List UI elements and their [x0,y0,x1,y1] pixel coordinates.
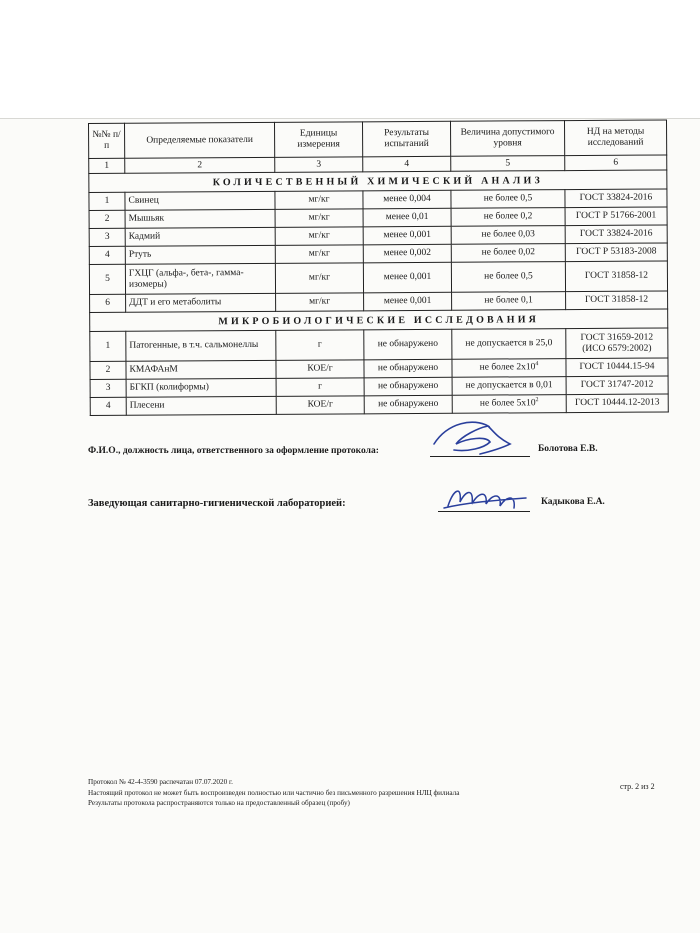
limit-cell: не более 0,1 [452,292,566,311]
unit-cell: г [276,330,364,361]
page-edge [0,118,700,119]
indicator-name: Мышьяк [125,209,275,228]
result-cell: менее 0,001 [363,226,451,245]
method-cell: ГОСТ Р 51766-2001 [565,207,667,226]
result-cell: не обнаружено [364,329,452,360]
unit-cell: мг/кг [275,191,363,210]
row-number: 1 [89,192,125,210]
limit-cell [452,395,566,414]
result-cell: менее 0,01 [363,208,451,227]
indicator-name: Ртуть [125,245,275,264]
unit-cell: КОЕ/г [276,396,364,415]
col-number: 6 [565,155,667,171]
table-row [90,328,668,362]
results-table [88,119,669,416]
row-number: 3 [89,228,125,246]
responsible-person-label: Ф.И.О., должность лица, ответственного за оформление протокола: [88,446,379,456]
limit-cell [452,359,566,378]
method-cell: ГОСТ 31858-12 [565,261,667,292]
row-number: 1 [90,331,126,361]
col-header-indicator: Определяемые показатели [125,122,275,158]
col-number: 2 [125,157,275,173]
method-cell: ГОСТ 31747-2012 [566,376,668,395]
col-number: 3 [275,157,363,173]
result-cell: не обнаружено [364,377,452,396]
limit-base: не более 2х10 [479,362,536,373]
indicator-name: Плесени [126,396,276,415]
limit-base: не более 5х10 [479,398,536,409]
unit-cell: г [276,378,364,397]
result-cell: менее 0,002 [363,244,451,263]
section-micro-title: МИКРОБИОЛОГИЧЕСКИЕ ИССЛЕДОВАНИЯ [90,309,668,332]
limit-cell: не более 0,2 [451,208,565,227]
result-cell: менее 0,004 [363,190,451,209]
limit-exponent: 4 [535,361,539,368]
unit-cell: мг/кг [275,227,363,246]
table-header-row [89,120,667,159]
table-row [90,394,668,416]
row-number: 6 [90,294,126,312]
col-header-unit: Единицы измерения [274,122,362,158]
unit-cell: мг/кг [275,263,363,294]
limit-cell: не более 0,5 [451,262,565,293]
method-cell: ГОСТ Р 53183-2008 [565,243,667,262]
footer-print-info: Протокол № 42-4-3590 распечатан 07.07.2020 г. [88,778,233,786]
lab-head-label: Заведующая санитарно-гигиенической лабораторией: [88,498,346,509]
method-cell: ГОСТ 33824-2016 [565,189,667,208]
row-number: 3 [90,379,126,397]
row-number: 4 [89,246,125,264]
row-number: 4 [90,397,126,415]
method-cell: ГОСТ 31659-2012 (ИСО 6579:2002) [566,328,668,359]
table-row [89,261,667,295]
method-cell: ГОСТ 10444.15-94 [566,358,668,377]
col-header-number: №№ п/п [89,123,125,158]
method-cell: ГОСТ 10444.12-2013 [566,394,668,413]
responsible-person-name: Болотова Е.В. [538,444,598,454]
method-cell: ГОСТ 33824-2016 [565,225,667,244]
limit-cell: не допускается в 0,01 [452,377,566,396]
page-number: стр. 2 из 2 [620,782,655,791]
limit-exponent: 2 [535,397,539,404]
unit-cell: мг/кг [275,209,363,228]
col-number: 1 [89,158,125,173]
indicator-name: БГКП (колиформы) [126,378,276,397]
result-cell: не обнаружено [364,395,452,414]
indicator-name: Свинец [125,191,275,210]
lab-head-name: Кадыкова Е.А. [541,497,605,507]
limit-cell: не более 0,5 [451,190,565,209]
result-cell: не обнаружено [364,359,452,378]
limit-cell: не допускается в 25,0 [452,329,566,360]
row-number: 2 [90,361,126,379]
unit-cell: мг/кг [276,293,364,312]
indicator-name: ДДТ и его метаболиты [126,293,276,312]
section-chemical-title: КОЛИЧЕСТВЕННЫЙ ХИМИЧЕСКИЙ АНАЛИЗ [89,170,667,193]
handwritten-signature-1 [428,414,520,460]
limit-cell: не более 0,03 [451,226,565,245]
row-number: 5 [89,264,125,294]
result-cell: менее 0,001 [363,262,451,293]
col-header-method: НД на методы исследований [564,120,666,156]
col-number: 4 [363,156,451,172]
top-background [0,0,700,118]
handwritten-signature-2 [440,478,530,518]
indicator-name: КМАФАнМ [126,360,276,379]
col-number: 5 [451,156,565,172]
col-header-limit: Величина допустимого уровня [450,121,564,157]
method-cell: ГОСТ 31858-12 [566,291,668,310]
document-footer [88,777,628,809]
footer-copyright-notice: Настоящий протокол не может быть воспроизведен полностью или частично без письменного разрешения НЛЦ филиала [88,788,460,797]
result-cell: менее 0,001 [364,292,452,311]
unit-cell: КОЕ/г [276,360,364,379]
col-header-result: Результаты испытаний [362,121,450,157]
footer-sample-notice: Результаты протокола распространяются только на предоставленный образец (пробу) [88,799,350,807]
limit-cell: не более 0,02 [451,244,565,263]
indicator-name: Кадмий [125,227,275,246]
indicator-name: Патогенные, в т.ч. сальмонеллы [126,330,276,361]
row-number: 2 [89,210,125,228]
indicator-name: ГХЦГ (альфа-, бета-, гамма-изомеры) [125,263,275,294]
unit-cell: мг/кг [275,245,363,264]
